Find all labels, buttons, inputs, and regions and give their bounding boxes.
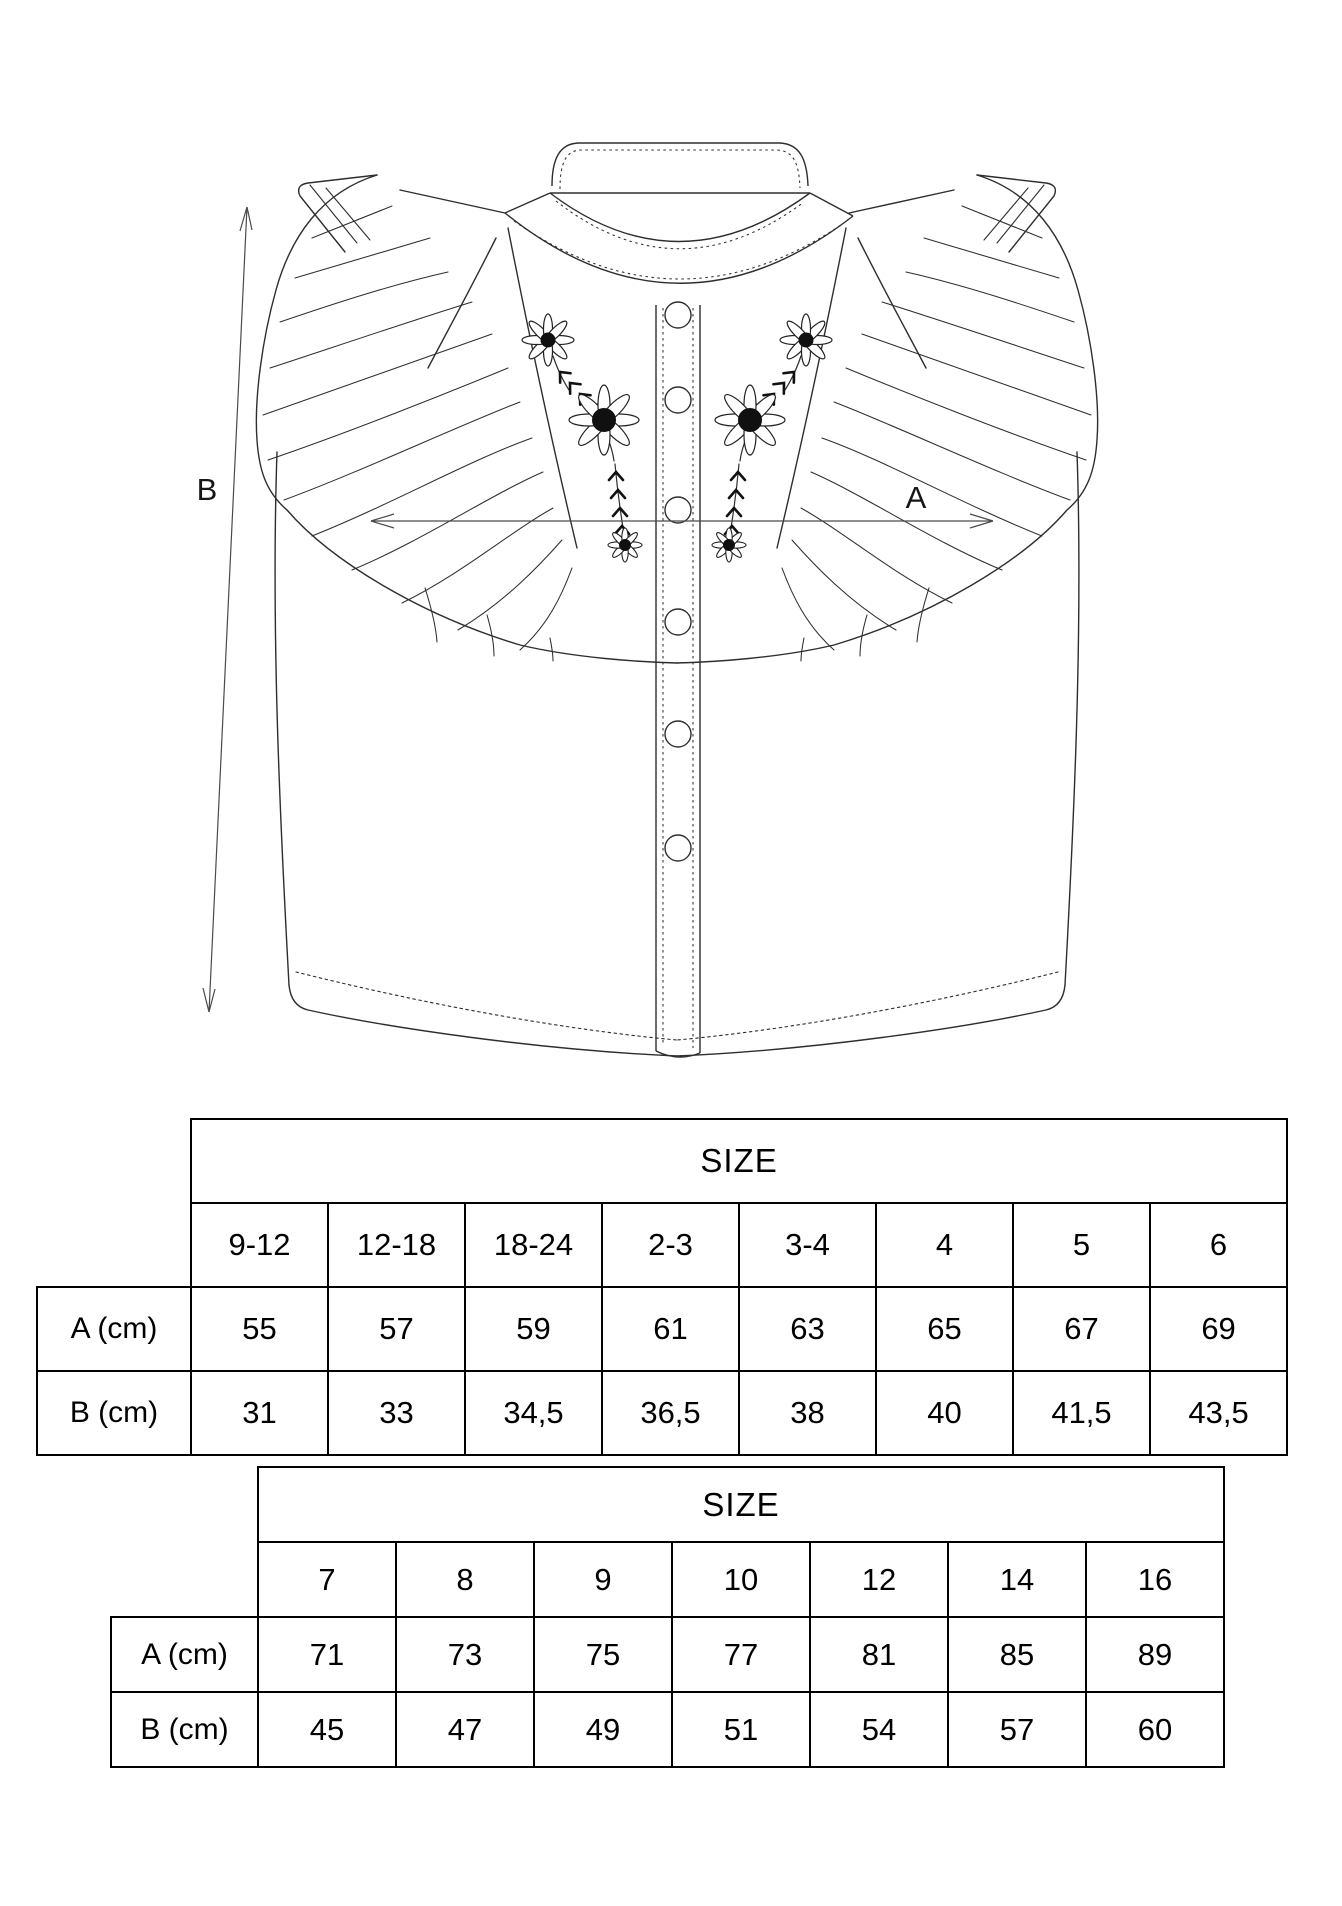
measure-cell: 31: [191, 1371, 328, 1455]
button: [665, 609, 691, 635]
measure-cell: 49: [534, 1692, 672, 1767]
button: [665, 387, 691, 413]
size-cell: 14: [948, 1542, 1086, 1617]
size-cell: 10: [672, 1542, 810, 1617]
measure-cell: 73: [396, 1617, 534, 1692]
size-table-header-row: [111, 1467, 1224, 1542]
measure-row: [111, 1692, 1224, 1767]
measure-cell: 43,5: [1150, 1371, 1287, 1455]
spacer-cell: [37, 1119, 191, 1203]
size-cell: 7: [258, 1542, 396, 1617]
measure-cell: 75: [534, 1617, 672, 1692]
measure-label: B (cm): [111, 1692, 258, 1767]
measure-cell: 59: [465, 1287, 602, 1371]
measure-cell: 57: [328, 1287, 465, 1371]
width-measure-label: A: [905, 480, 927, 515]
size-cell: 4: [876, 1203, 1013, 1287]
size-table-title: SIZE: [258, 1467, 1224, 1542]
kids-size-table: [110, 1466, 1225, 1768]
measure-cell: 60: [1086, 1692, 1224, 1767]
measure-cell: 33: [328, 1371, 465, 1455]
mandarin-collar: [505, 143, 853, 283]
measure-cell: 61: [602, 1287, 739, 1371]
spacer-cell: [111, 1467, 258, 1542]
size-cell: 9-12: [191, 1203, 328, 1287]
measure-cell: 40: [876, 1371, 1013, 1455]
size-table-header-row: [37, 1119, 1287, 1203]
size-cell: 16: [1086, 1542, 1224, 1617]
measure-cell: 51: [672, 1692, 810, 1767]
measure-cell: 81: [810, 1617, 948, 1692]
measure-cell: 55: [191, 1287, 328, 1371]
measure-row: [111, 1617, 1224, 1692]
spacer-cell: [37, 1203, 191, 1287]
measure-label: B (cm): [37, 1371, 191, 1455]
garment-right-half: [677, 175, 1098, 1056]
size-row: [111, 1542, 1224, 1617]
measure-cell: 36,5: [602, 1371, 739, 1455]
garment-left-half: [256, 175, 677, 1056]
measure-row: [37, 1287, 1287, 1371]
measure-cell: 34,5: [465, 1371, 602, 1455]
measure-cell: 71: [258, 1617, 396, 1692]
button: [665, 721, 691, 747]
size-cell: 5: [1013, 1203, 1150, 1287]
size-cell: 3-4: [739, 1203, 876, 1287]
size-row: [37, 1203, 1287, 1287]
button-placket: [656, 302, 700, 1057]
size-cell: 6: [1150, 1203, 1287, 1287]
spacer-cell: [111, 1542, 258, 1617]
size-cell: 18-24: [465, 1203, 602, 1287]
size-cell: 12-18: [328, 1203, 465, 1287]
measure-cell: 54: [810, 1692, 948, 1767]
measure-cell: 41,5: [1013, 1371, 1150, 1455]
measure-cell: 47: [396, 1692, 534, 1767]
measure-cell: 77: [672, 1617, 810, 1692]
measure-cell: 65: [876, 1287, 1013, 1371]
measure-cell: 67: [1013, 1287, 1150, 1371]
measure-cell: 38: [739, 1371, 876, 1455]
baby-size-table: [36, 1118, 1288, 1456]
measure-cell: 45: [258, 1692, 396, 1767]
measure-cell: 57: [948, 1692, 1086, 1767]
measure-label: A (cm): [37, 1287, 191, 1371]
measure-row: [37, 1371, 1287, 1455]
height-measure-label: B: [196, 472, 218, 507]
button: [665, 497, 691, 523]
measure-cell: 63: [739, 1287, 876, 1371]
size-cell: 12: [810, 1542, 948, 1617]
size-table-title: SIZE: [191, 1119, 1287, 1203]
measure-label: A (cm): [111, 1617, 258, 1692]
size-cell: 8: [396, 1542, 534, 1617]
measure-cell: 85: [948, 1617, 1086, 1692]
button: [665, 302, 691, 328]
measure-cell: 69: [1150, 1287, 1287, 1371]
size-cell: 9: [534, 1542, 672, 1617]
button: [665, 835, 691, 861]
height-measure-arrow: [203, 207, 252, 1012]
size-cell: 2-3: [602, 1203, 739, 1287]
measure-cell: 89: [1086, 1617, 1224, 1692]
buttons: [665, 302, 691, 861]
